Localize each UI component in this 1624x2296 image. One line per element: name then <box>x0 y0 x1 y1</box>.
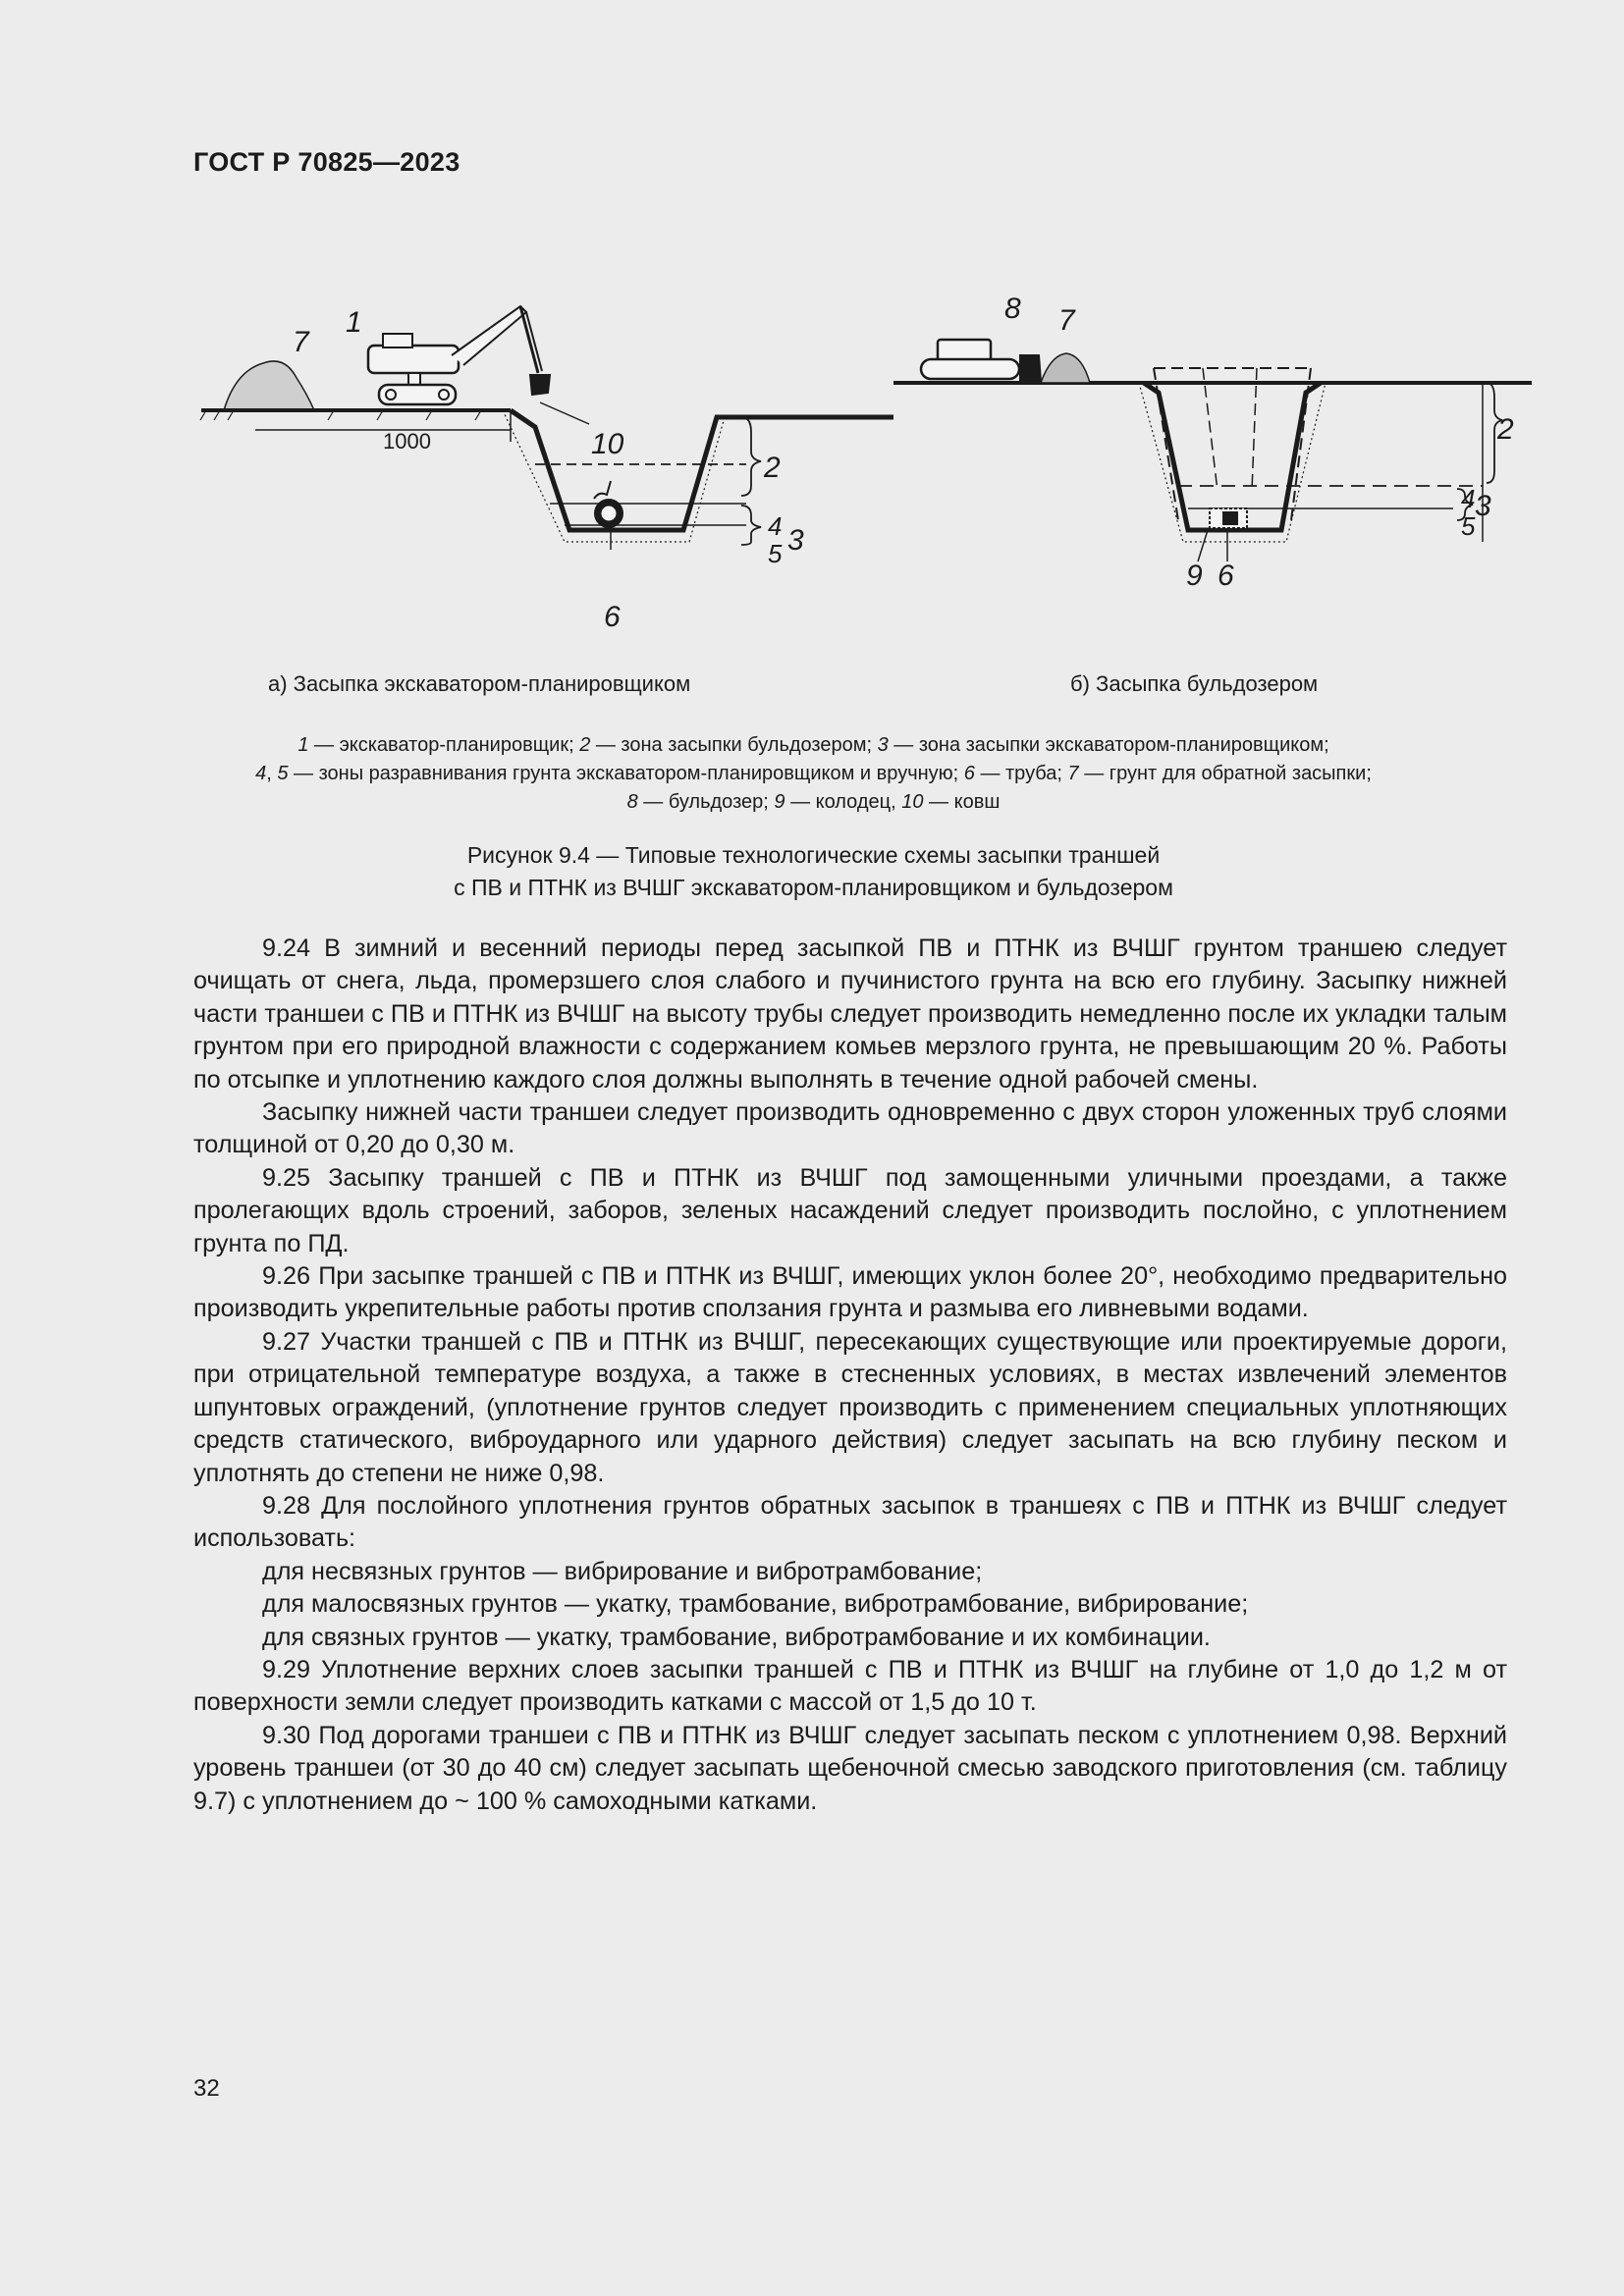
callout-10: 10 <box>591 428 624 460</box>
callout-4-b: 4 <box>1461 484 1476 513</box>
subcaption-a: а) Засыпка экскаватором-планировщиком <box>268 671 691 696</box>
callout-5-a: 5 <box>768 539 783 568</box>
figure-title <box>193 839 1434 904</box>
figure-9-4 <box>187 285 1542 697</box>
callout-2-a: 2 <box>764 452 781 484</box>
list-item: для связных грунтов — укатку, трамбование, вибротрамбование и их комбинации. <box>262 1623 1211 1651</box>
diagram-bulldozer-backfill <box>893 285 1542 658</box>
callout-3-a: 3 <box>787 524 804 557</box>
callout-8: 8 <box>1004 293 1021 325</box>
legend-line-2: 4, 5 — зоны разравнивания грунта экскаватором-планировщиком и вручную; 6 — труба; 7 — грунт для обратной засыпки; <box>255 763 1372 784</box>
paragraph: Засыпку нижней части траншеи следует производить одновременно с двух сторон уложенных труб слоями толщиной от 0,20 до 0,30 м. <box>193 1098 1507 1159</box>
figure-title-line-2: с ПВ и ПТНК из ВЧШГ экскаватором-планировщиком и бульдозером <box>454 875 1173 900</box>
figure-legend <box>193 731 1434 817</box>
dimension-1000: 1000 <box>383 429 431 454</box>
excavator-icon <box>368 306 550 404</box>
legend-line-3: 8 — бульдозер; 9 — колодец, 10 — ковш <box>626 791 1001 813</box>
page-number: 32 <box>193 2075 220 2102</box>
paragraph: 9.29 Уплотнение верхних слоев засыпки траншей с ПВ и ПТНК из ВЧШГ на глубине от 1,0 до 1,2 м от поверхности земли следует производить катками с массой от 1,5 до 10 т. <box>193 1655 1507 1717</box>
callout-1: 1 <box>346 306 362 339</box>
callout-3-b: 3 <box>1475 490 1491 522</box>
paragraph: 9.28 Для послойного уплотнения грунтов обратных засыпок в траншеях с ПВ и ПТНК из ВЧШГ следует использовать: <box>193 1491 1507 1553</box>
list-item: для малосвязных грунтов — укатку, трамбование, вибротрамбование, вибрирование; <box>262 1590 1249 1619</box>
callout-7-a: 7 <box>293 326 309 358</box>
subcaption-b: б) Засыпка бульдозером <box>1070 671 1319 696</box>
diagram-excavator-backfill <box>187 285 893 658</box>
paragraph: 9.27 Участки траншей с ПВ и ПТНК из ВЧШГ, пересекающих существующие или проектируемые дороги, при отрицательной температуре воздуха, а также в стесненных условиях, в местах извлечений элементов шпунтовых ограждений, (уплотнение грунтов следует производить с применением специальных уплотняющих средств статического, виброударного или ударного действия) следует засыпать на всю глубину песком и уплотнять до степени не ниже 0,98. <box>193 1327 1507 1487</box>
soil-pile-icon <box>1041 353 1090 383</box>
callout-7-b: 7 <box>1058 304 1075 337</box>
bucket-icon <box>530 375 550 395</box>
soil-pile-icon <box>224 361 314 410</box>
callout-4-a: 4 <box>768 511 783 541</box>
callout-6-a: 6 <box>604 601 621 633</box>
callout-2-b: 2 <box>1497 413 1514 446</box>
document-header: ГОСТ Р 70825—2023 <box>193 147 460 177</box>
paragraph: 9.25 Засыпку траншей с ПВ и ПТНК из ВЧШГ под замощенными уличными проездами, а также пролегающих вдоль строений, заборов, зеленых насаждений следует производить послойно, с уплотнением грунта по ПД. <box>193 1163 1507 1257</box>
figure-title-line-1: Рисунок 9.4 — Типовые технологические схемы засыпки траншей <box>466 842 1161 868</box>
paragraph: 9.26 При засыпке траншей с ПВ и ПТНК из ВЧШГ, имеющих уклон более 20°, необходимо предварительно производить укрепительные работы против сползания грунта и размыва его ливневыми водами. <box>193 1262 1507 1323</box>
body-text <box>193 933 1507 1818</box>
paragraph: 9.24 В зимний и весенний периоды перед засыпкой ПВ и ПТНК из ВЧШГ грунтом траншею следует очищать от снега, льда, промерзшего слоя слабого и пучинистого грунта на всю его глубину. Засыпку нижней части траншеи с ПВ и ПТНК из ВЧШГ на высоту трубы следует производить немедленно после их укладки талым грунтом при его природной влажности с содержанием комьев мерзлого грунта, не превышающим 20 %. Работы по отсыпке и уплотнению каждого слоя должны выполнять в течение одной рабочей смены. <box>193 934 1507 1094</box>
legend-line-1: 1 — экскаватор-планировщик; 2 — зона засыпки бульдозером; 3 — зона засыпки экскаватором-планировщиком; <box>298 734 1329 756</box>
paragraph: 9.30 Под дорогами траншеи с ПВ и ПТНК из ВЧШГ следует засыпать песком с уплотнением 0,98. Верхний уровень траншеи (от 30 до 40 см) следует засыпать щебеночной смесью заводского приготовления (см. таблицу 9.7) с уплотнением до ~ 100 % самоходными катками. <box>193 1721 1507 1815</box>
pipe-icon <box>1223 512 1237 524</box>
list-item: для несвязных грунтов — вибрирование и вибротрамбование; <box>262 1557 983 1585</box>
callout-5-b: 5 <box>1461 511 1476 541</box>
callout-9: 9 <box>1186 560 1203 592</box>
bulldozer-icon <box>921 340 1041 381</box>
callout-6-b: 6 <box>1218 560 1234 592</box>
